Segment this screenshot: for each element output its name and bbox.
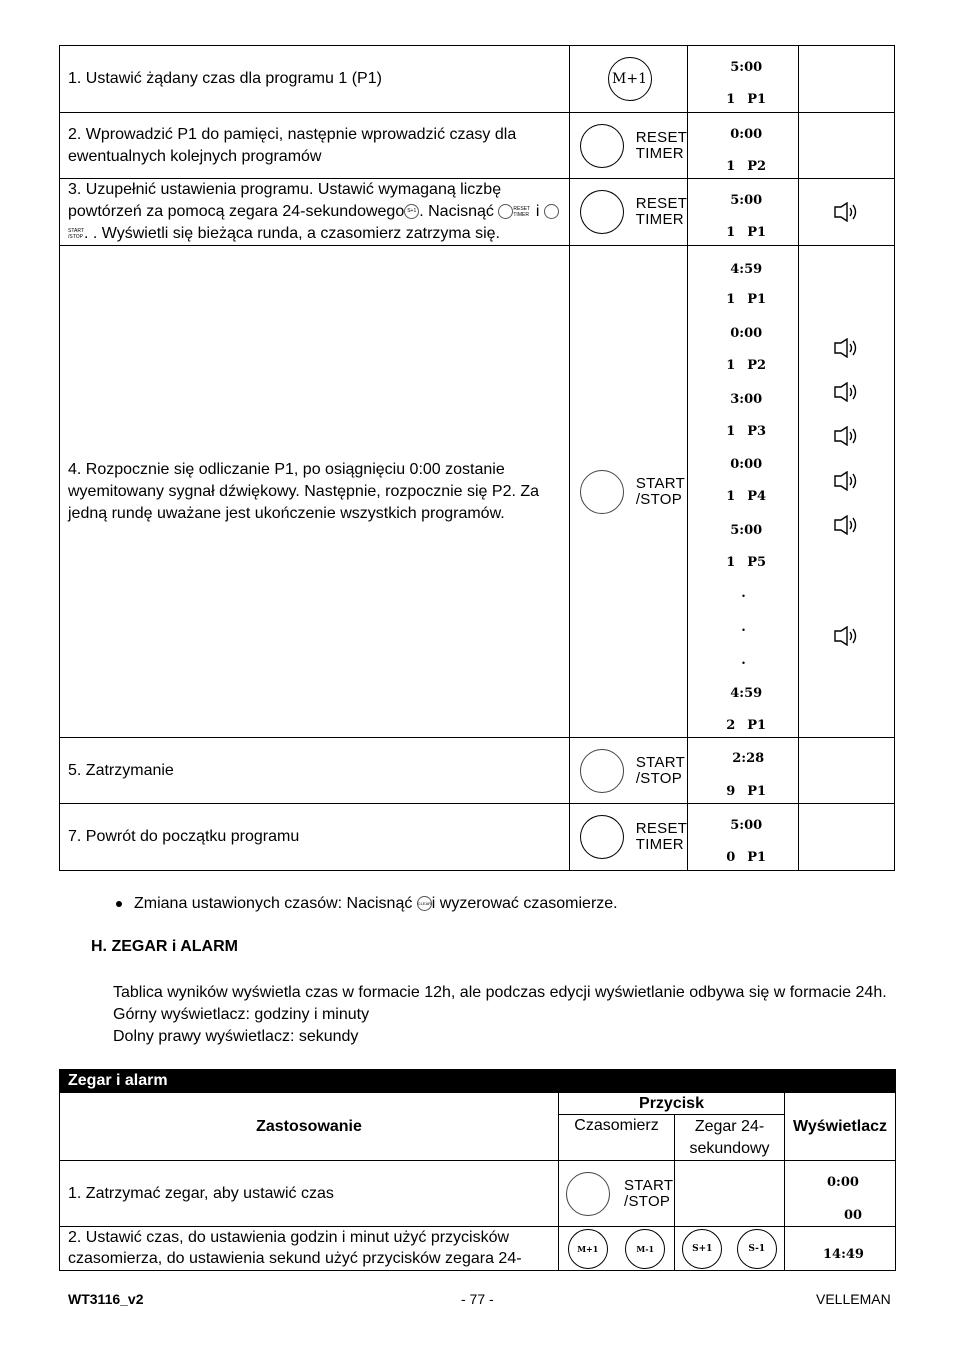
bullet-item <box>116 894 618 914</box>
display-program: P4 <box>747 489 767 504</box>
body-line: Górny wyświetlacz: godziny i minuty <box>113 1006 370 1023</box>
header-display: Wyświetlacz <box>785 1093 896 1161</box>
display-time: 5:00 <box>730 523 763 538</box>
body-line: Tablica wyników wyświetla czas w formacie 12h, ale podczas edycji wyświetlanie odbywa się w formacie 24h. <box>113 984 887 1001</box>
reset-timer-icon-label: RESET TIMER <box>513 205 530 218</box>
header-timer: Czasomierz <box>559 1115 675 1161</box>
speaker-icon <box>833 426 861 446</box>
display-program: P1 <box>747 92 767 107</box>
button-label: /STOP <box>624 1192 671 1210</box>
step-text: 1. Ustawić żądany czas dla programu 1 (P1) <box>68 70 382 87</box>
step-text: 3. Uzupełnić ustawienia programu. Ustawić wymaganą liczbę powtórzeń za pomocą zegara 24-sekundowego S+1 . Nacisnąć RESET TIMER i START /STOP. . Wyświetli się bieżąca runda, a czasomierz zatrzyma się. <box>60 179 569 245</box>
button-label: START <box>624 1176 674 1194</box>
button-label: TIMER <box>635 144 684 162</box>
button-label: RESET <box>635 820 688 837</box>
speaker-icon <box>833 202 861 222</box>
display-round: 1 <box>726 92 736 107</box>
clear-icon: CLEAR <box>417 896 432 911</box>
display-dot: . <box>741 653 746 668</box>
display-round: 1 <box>726 225 736 240</box>
button-label: /STOP <box>635 769 683 787</box>
speaker-icon <box>833 515 861 535</box>
section-body <box>113 982 887 1048</box>
display-seconds: 00 <box>844 1208 863 1223</box>
button-label: START <box>635 753 686 771</box>
display-cell <box>688 46 798 113</box>
display-round: 1 <box>726 358 736 373</box>
m-minus-1-button[interactable]: M-1 <box>625 1229 665 1269</box>
step-text: 7. Powrót do początku programu <box>68 828 300 845</box>
table-row <box>60 179 895 246</box>
start-stop-button[interactable] <box>566 1172 610 1216</box>
display-time: 3:00 <box>730 392 763 407</box>
button-label: TIMER <box>635 211 684 228</box>
display-program: P5 <box>747 555 767 570</box>
body-line: Dolny prawy wyświetlacz: sekundy <box>113 1028 359 1045</box>
display-program: P1 <box>747 225 767 240</box>
display-program: P2 <box>747 358 767 373</box>
display-time: 0:00 <box>730 326 763 341</box>
display-time: 4:59 <box>730 262 763 277</box>
display-round: 1 <box>726 159 736 174</box>
footer-brand: VELLEMAN <box>816 1291 891 1307</box>
s-plus-1-icon: S+1 <box>404 204 419 219</box>
button-label: TIMER <box>635 836 684 853</box>
display-time: 0:00 <box>730 457 763 472</box>
header-24s: Zegar 24- sekundowy <box>675 1115 785 1161</box>
display-round: 1 <box>726 489 736 504</box>
start-stop-button[interactable] <box>580 749 624 793</box>
table-row <box>60 1161 896 1227</box>
program-steps-table <box>59 45 895 871</box>
header-button: Przycisk <box>559 1093 785 1115</box>
table-row <box>60 46 895 113</box>
display-time: 5:00 <box>730 193 763 208</box>
display-dot: . <box>741 620 746 635</box>
s-minus-1-button[interactable]: S-1 <box>737 1229 777 1269</box>
bullet-text: i wyzerować czasomierze. <box>431 895 618 912</box>
reset-timer-button[interactable] <box>580 815 624 859</box>
table-row <box>60 1227 896 1271</box>
bullet-dot <box>116 901 122 907</box>
display-round: 1 <box>726 424 736 439</box>
table-row <box>60 738 895 804</box>
reset-timer-button[interactable] <box>580 190 624 234</box>
table-row <box>60 246 895 738</box>
clock-alarm-table <box>59 1069 896 1271</box>
display-program: P1 <box>747 850 767 865</box>
section-heading: H. ZEGAR i ALARM <box>91 938 238 955</box>
step-text: 1. Zatrzymać zegar, aby ustawić czas <box>68 1184 334 1202</box>
speaker-icon <box>833 382 861 402</box>
step-text: 2. Wprowadzić P1 do pamięci, następnie wprowadzić czasy dla ewentualnych kolejnych programów <box>68 125 517 165</box>
step-text: 4. Rozpocznie się odliczanie P1, po osiągnięciu 0:00 zostanie wyemitowany sygnał dźwiękowy. Następnie, rozpocznie się P2. Za jedną rundę uważane jest ukończenie wszystkich programów. <box>68 460 540 522</box>
display-round: 1 <box>726 292 736 307</box>
speaker-icon <box>833 626 861 646</box>
step-text-cell <box>60 46 570 113</box>
m-plus-1-button[interactable] <box>608 57 652 101</box>
display-time: 4:59 <box>730 686 763 701</box>
display-round: 1 <box>726 555 736 570</box>
display-round: 0 <box>726 850 736 865</box>
display-round: 9 <box>726 784 736 799</box>
speaker-icon <box>833 338 861 358</box>
start-stop-icon-label: START /STOP <box>68 227 84 240</box>
display-program: P2 <box>747 159 767 174</box>
table-title: Zegar i alarm <box>60 1070 896 1093</box>
display-program: P1 <box>747 292 767 307</box>
display-time: 14:49 <box>823 1247 864 1262</box>
reset-timer-icon <box>498 204 513 219</box>
display-time: 2:28 <box>732 751 765 766</box>
header-usage: Zastosowanie <box>60 1093 559 1161</box>
step-text: 5. Zatrzymanie <box>68 761 174 779</box>
display-time: 5:00 <box>730 60 763 75</box>
bullet-text: Zmiana ustawionych czasów: Nacisnąć <box>134 895 413 912</box>
table-row <box>60 804 895 871</box>
display-round: 2 <box>726 718 736 733</box>
footer-page-number: - 77 - <box>461 1291 494 1307</box>
button-label: M+1 <box>612 71 648 87</box>
reset-timer-button[interactable] <box>580 124 624 168</box>
button-label: RESET <box>635 128 688 146</box>
button-label: START <box>635 474 686 492</box>
m-plus-1-button[interactable]: M+1 <box>568 1229 608 1269</box>
step-text: 2. Ustawić czas, do ustawienia godzin i minut użyć przycisków czasomierza, do ustawienia sekund użyć przycisków zegara 24- <box>68 1229 522 1267</box>
display-time: 0:00 <box>827 1175 859 1190</box>
display-program: P1 <box>747 718 767 733</box>
display-program: P3 <box>747 424 767 439</box>
s-plus-1-button[interactable]: S+1 <box>682 1229 722 1269</box>
button-label: /STOP <box>635 490 683 508</box>
display-time: 5:00 <box>730 818 763 833</box>
speaker-icon <box>833 471 861 491</box>
start-stop-icon <box>544 204 559 219</box>
display-dot: . <box>741 586 746 601</box>
display-program: P1 <box>747 784 767 799</box>
display-time: 0:00 <box>730 127 763 142</box>
start-stop-button[interactable] <box>580 470 624 514</box>
table-row <box>60 113 895 179</box>
footer-doc-id: WT3116_v2 <box>68 1291 144 1307</box>
button-label: RESET <box>635 195 688 212</box>
